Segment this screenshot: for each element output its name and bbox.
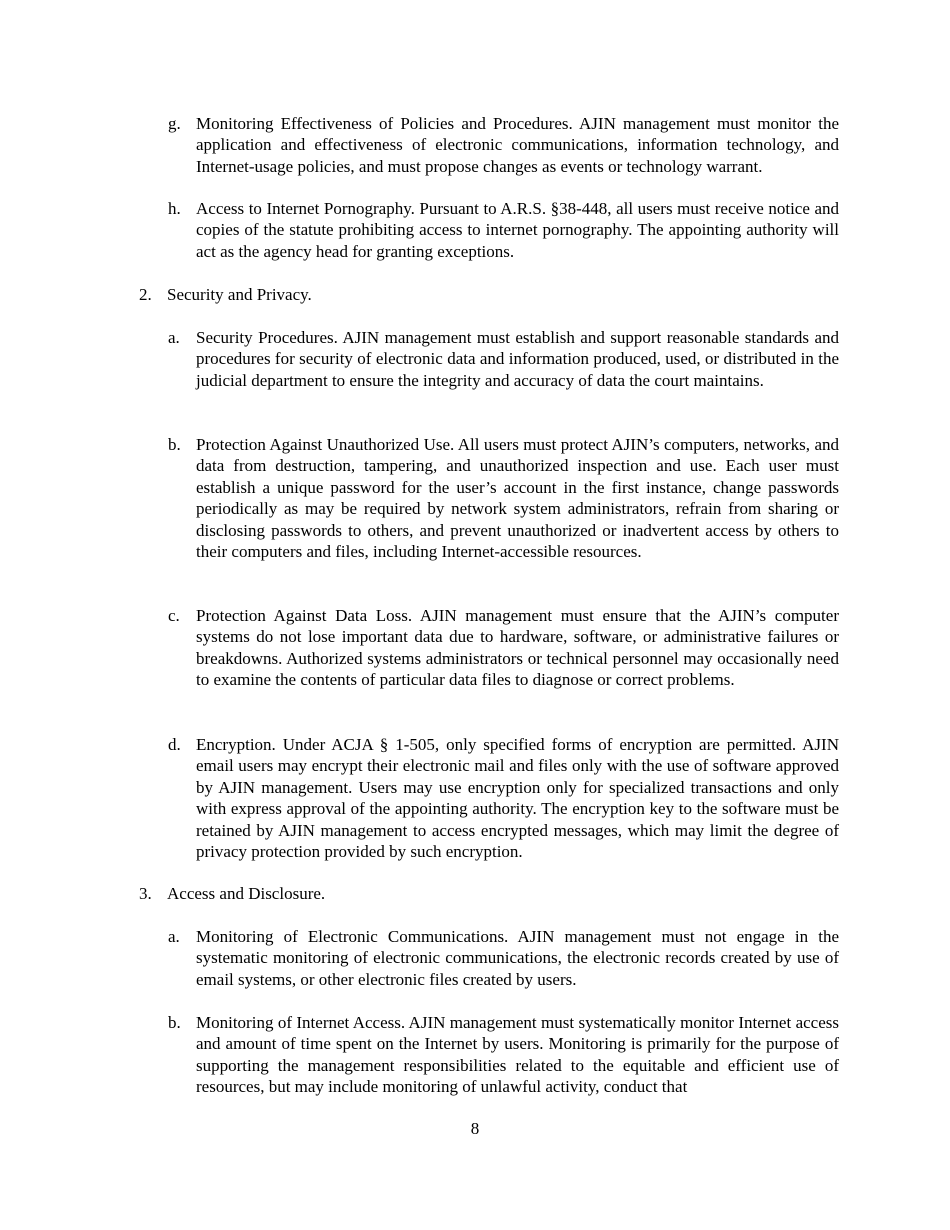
list-item-text: Monitoring of Electronic Communications. AJIN management must not engage in the systematic monitoring of electronic communications, the electronic records created by use of email systems, or other electronic files created by users. <box>196 927 839 989</box>
list-item-b <box>168 1012 839 1098</box>
list-item-text: Monitoring of Internet Access. AJIN management must systematically monitor Internet access and amount of time spent on the Internet by users. Monitoring is primarily for the purpose of supporting the management responsibilities related to the equitable and efficient use of resources, but may include monitoring of unlawful activity, conduct that <box>196 1013 839 1097</box>
list-item-b <box>168 434 839 562</box>
list-item-text: Protection Against Unauthorized Use. All users must protect AJIN’s computers, networks, and data from destruction, tampering, and unauthorized inspection and use. Each user must establish a unique password for the user’s account in the first instance, change passwords periodically as may be required by network system administrators, refrain from sharing or disclosing passwords to others, and prevent unauthorized or inadvertent access by others to their computers and files, including Internet-accessible resources. <box>196 435 839 562</box>
list-marker: a. <box>168 927 180 946</box>
list-item-a <box>168 327 839 391</box>
list-marker: b. <box>168 1013 181 1032</box>
list-marker: a. <box>168 328 180 347</box>
section-number: 3. <box>139 884 152 903</box>
list-marker: g. <box>168 114 181 133</box>
list-item-h <box>168 198 839 262</box>
list-item-c <box>168 605 839 691</box>
list-item-g <box>168 113 839 177</box>
list-item-d <box>168 734 839 862</box>
page-number: 8 <box>470 1119 480 1138</box>
list-item-a <box>168 926 839 990</box>
list-marker: c. <box>168 606 180 625</box>
section-title: Access and Disclosure. <box>167 884 326 903</box>
list-item-text: Monitoring Effectiveness of Policies and Procedures. AJIN management must monitor the application and effectiveness of electronic communications, information technology, and Internet-usage policies, and must propose changes as events or technology warrant. <box>196 114 839 176</box>
list-marker: b. <box>168 435 181 454</box>
list-item-text: Access to Internet Pornography. Pursuant to A.R.S. §38-448, all users must receive notice and copies of the statute prohibiting access to internet pornography. The appointing authority will act as the agency head for granting exceptions. <box>196 199 839 261</box>
list-item-text: Protection Against Data Loss. AJIN management must ensure that the AJIN’s computer systems do not lose important data due to hardware, software, or administrative failures or breakdowns. Authorized systems administrators or technical personnel may occasionally need to examine the contents of particular data files to diagnose or correct problems. <box>196 606 839 690</box>
list-item-text: Encryption. Under ACJA § 1-505, only specified forms of encryption are permitted. AJIN email users may encrypt their electronic mail and files only with the use of software approved by AJIN management. Users may use encryption only for specialized transactions and only with express approval of the appointing authority. The encryption key to the software must be retained by AJIN management to access encrypted messages, which may limit the degree of privacy protection provided by such encryption. <box>196 735 839 862</box>
list-item-text: Security Procedures. AJIN management must establish and support reasonable standards and procedures for security of electronic data and information produced, used, or distributed in the judicial department to ensure the integrity and accuracy of data the court maintains. <box>196 328 839 390</box>
section-number: 2. <box>139 285 152 304</box>
list-marker: d. <box>168 735 181 754</box>
list-marker: h. <box>168 199 181 218</box>
section-title: Security and Privacy. <box>167 285 312 304</box>
section-heading-security-and-privacy <box>139 284 839 305</box>
section-heading-access-and-disclosure <box>139 883 839 904</box>
